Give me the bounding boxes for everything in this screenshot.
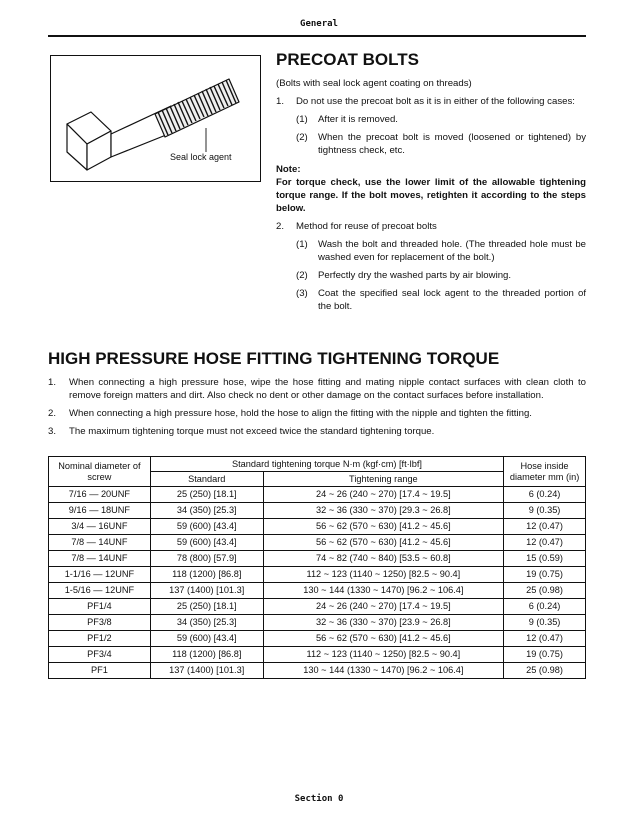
precoat-subitem: [276, 131, 586, 157]
item-number: 2.: [48, 408, 57, 419]
cell-tightening-range: 56 ~ 62 (570 ~ 630) [41.2 ~ 45.6]: [263, 519, 503, 535]
item-text: Method for reuse of precoat bolts: [296, 221, 437, 232]
subitem-text: After it is removed.: [318, 114, 398, 125]
cell-tightening-range: 130 ~ 144 (1330 ~ 1470) [96.2 ~ 106.4]: [263, 583, 503, 599]
page-footer: Section 0: [294, 794, 344, 804]
cell-hose-diameter: 6 (0.24): [504, 487, 586, 503]
subitem-text: When the precoat bolt is moved (loosened or tightened) by tightness check, etc.: [318, 132, 586, 156]
item-number: 1.: [48, 377, 57, 388]
table-row: [49, 615, 586, 631]
cell-standard-torque: 78 (800) [57.9]: [150, 551, 263, 567]
precoat-section: [276, 50, 586, 318]
subitem-number: (3): [296, 288, 308, 299]
cell-nominal-diameter: 7/8 — 14UNF: [49, 535, 151, 551]
cell-tightening-range: 32 ~ 36 (330 ~ 370) [23.9 ~ 26.8]: [263, 615, 503, 631]
header-torque-group: Standard tightening torque N·m (kgf·cm) [ft·lbf]: [150, 457, 503, 472]
note-text: For torque check, use the lower limit of the allowable tightening torque range. If the bolt moves, retighten it according to the steps below.: [276, 177, 586, 214]
torque-table-body: [49, 487, 586, 679]
item-text: When connecting a high pressure hose, wipe the hose fitting and mating nipple contact surfaces with clean cloth to remove foreign matters and dirt. Also check no dent or other damage on the contact surfaces before installation.: [69, 377, 586, 401]
cell-standard-torque: 34 (350) [25.3]: [150, 503, 263, 519]
cell-hose-diameter: 19 (0.75): [504, 567, 586, 583]
hose-section-title: HIGH PRESSURE HOSE FITTING TIGHTENING TORQUE: [48, 349, 500, 368]
cell-tightening-range: 24 ~ 26 (240 ~ 270) [17.4 ~ 19.5]: [263, 599, 503, 615]
cell-nominal-diameter: 1-5/16 — 12UNF: [49, 583, 151, 599]
hose-item: [48, 425, 586, 438]
cell-standard-torque: 34 (350) [25.3]: [150, 615, 263, 631]
subitem-text: Wash the bolt and threaded hole. (The threaded hole must be washed even for replacement of the bolt.): [318, 239, 586, 263]
cell-standard-torque: 137 (1400) [101.3]: [150, 663, 263, 679]
cell-nominal-diameter: 1-1/16 — 12UNF: [49, 567, 151, 583]
cell-standard-torque: 118 (1200) [86.8]: [150, 567, 263, 583]
header-standard: Standard: [150, 472, 263, 487]
cell-standard-torque: 137 (1400) [101.3]: [150, 583, 263, 599]
precoat-bolt-drawing: [51, 56, 260, 181]
cell-standard-torque: 118 (1200) [86.8]: [150, 647, 263, 663]
cell-nominal-diameter: 7/8 — 14UNF: [49, 551, 151, 567]
cell-hose-diameter: 12 (0.47): [504, 631, 586, 647]
table-row: [49, 567, 586, 583]
cell-standard-torque: 25 (250) [18.1]: [150, 487, 263, 503]
hose-instructions: [48, 376, 586, 443]
cell-hose-diameter: 19 (0.75): [504, 647, 586, 663]
item-number: 1.: [276, 96, 285, 107]
note-title: Note:: [276, 164, 301, 175]
precoat-subitem: [276, 287, 586, 313]
subitem-text: Coat the specified seal lock agent to the threaded portion of the bolt.: [318, 288, 586, 312]
item-text: The maximum tightening torque must not exceed twice the standard tightening torque.: [69, 426, 435, 437]
cell-hose-diameter: 25 (0.98): [504, 583, 586, 599]
seal-lock-agent-label: Seal lock agent: [170, 152, 232, 162]
table-row: [49, 535, 586, 551]
item-text: When connecting a high pressure hose, hold the hose to align the fitting with the nipple and tighten the fitting.: [69, 408, 532, 419]
subitem-number: (2): [296, 132, 308, 143]
cell-nominal-diameter: PF1/4: [49, 599, 151, 615]
cell-hose-diameter: 9 (0.35): [504, 615, 586, 631]
cell-hose-diameter: 6 (0.24): [504, 599, 586, 615]
cell-standard-torque: 59 (600) [43.4]: [150, 535, 263, 551]
subitem-number: (2): [296, 270, 308, 281]
cell-hose-diameter: 9 (0.35): [504, 503, 586, 519]
cell-nominal-diameter: PF3/4: [49, 647, 151, 663]
item-text: Do not use the precoat bolt as it is in either of the following cases:: [296, 96, 575, 107]
precoat-subitem: [276, 113, 586, 126]
table-row: [49, 647, 586, 663]
cell-nominal-diameter: PF3/8: [49, 615, 151, 631]
hose-item: [48, 376, 586, 402]
table-row: [49, 631, 586, 647]
cell-tightening-range: 32 ~ 36 (330 ~ 370) [29.3 ~ 26.8]: [263, 503, 503, 519]
precoat-subitem: [276, 238, 586, 264]
page-header: General: [300, 19, 338, 29]
bolt-figure: [50, 55, 261, 182]
header-rule: [48, 35, 586, 37]
cell-tightening-range: 24 ~ 26 (240 ~ 270) [17.4 ~ 19.5]: [263, 487, 503, 503]
cell-tightening-range: 74 ~ 82 (740 ~ 840) [53.5 ~ 60.8]: [263, 551, 503, 567]
cell-tightening-range: 112 ~ 123 (1140 ~ 1250) [82.5 ~ 90.4]: [263, 647, 503, 663]
precoat-subitem: [276, 269, 586, 282]
table-row: [49, 503, 586, 519]
precoat-item-2: [276, 220, 586, 233]
precoat-title: PRECOAT BOLTS: [276, 50, 419, 69]
cell-tightening-range: 56 ~ 62 (570 ~ 630) [41.2 ~ 45.6]: [263, 631, 503, 647]
table-row: [49, 551, 586, 567]
table-row: [49, 599, 586, 615]
cell-tightening-range: 130 ~ 144 (1330 ~ 1470) [96.2 ~ 106.4]: [263, 663, 503, 679]
cell-nominal-diameter: 3/4 — 16UNF: [49, 519, 151, 535]
cell-standard-torque: 59 (600) [43.4]: [150, 519, 263, 535]
cell-nominal-diameter: 7/16 — 20UNF: [49, 487, 151, 503]
cell-hose-diameter: 12 (0.47): [504, 535, 586, 551]
table-row: [49, 487, 586, 503]
hose-item: [48, 407, 586, 420]
cell-standard-torque: 25 (250) [18.1]: [150, 599, 263, 615]
header-hose-diameter: Hose inside diameter mm (in): [504, 457, 586, 487]
cell-nominal-diameter: PF1/2: [49, 631, 151, 647]
cell-hose-diameter: 12 (0.47): [504, 519, 586, 535]
cell-tightening-range: 112 ~ 123 (1140 ~ 1250) [82.5 ~ 90.4]: [263, 567, 503, 583]
cell-nominal-diameter: 9/16 — 18UNF: [49, 503, 151, 519]
cell-hose-diameter: 15 (0.59): [504, 551, 586, 567]
item-number: 3.: [48, 426, 57, 437]
cell-tightening-range: 56 ~ 62 (570 ~ 630) [41.2 ~ 45.6]: [263, 535, 503, 551]
subitem-number: (1): [296, 239, 308, 250]
precoat-intro: (Bolts with seal lock agent coating on threads): [276, 78, 472, 89]
cell-hose-diameter: 25 (0.98): [504, 663, 586, 679]
header-range: Tightening range: [263, 472, 503, 487]
table-row: [49, 663, 586, 679]
subitem-number: (1): [296, 114, 308, 125]
table-row: [49, 519, 586, 535]
precoat-item-1: [276, 95, 586, 108]
cell-nominal-diameter: PF1: [49, 663, 151, 679]
header-nominal-diameter: Nominal diameter of screw: [49, 457, 151, 487]
cell-standard-torque: 59 (600) [43.4]: [150, 631, 263, 647]
torque-table: [48, 456, 586, 679]
item-number: 2.: [276, 221, 285, 232]
table-row: [49, 583, 586, 599]
subitem-text: Perfectly dry the washed parts by air blowing.: [318, 270, 512, 281]
